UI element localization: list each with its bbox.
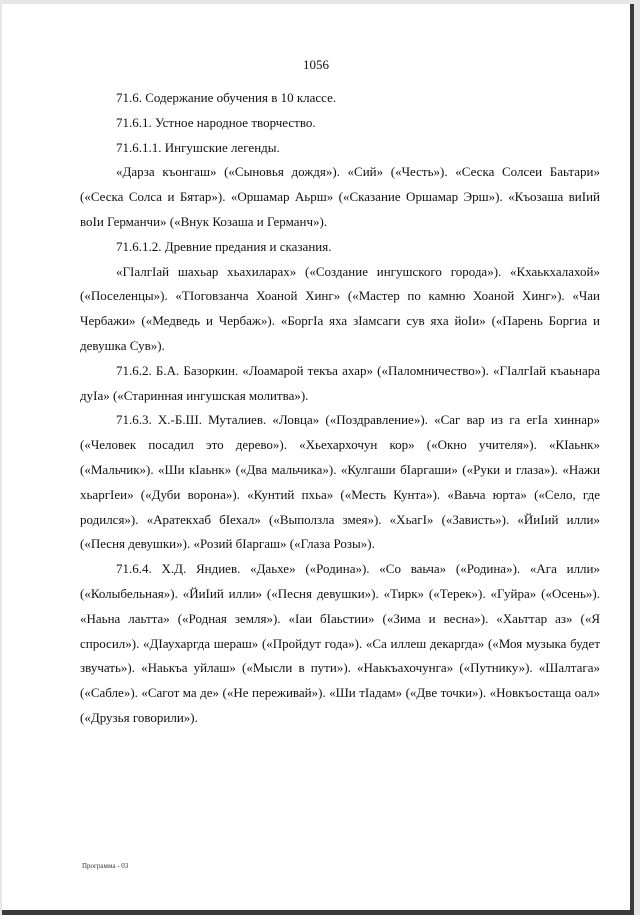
page-number: 1056 <box>303 57 329 72</box>
subsection-heading: 71.6.1.2. Древние предания и сказания. <box>116 238 332 254</box>
text-paragraph: 71.6.2. Б.А. Базоркин. «Лоамарой текъа ахар» («Паломничество»). «ГІалгІай къаьнара дуІа» («Старинная ингушская молитва»). <box>80 362 600 403</box>
document-page <box>2 4 634 915</box>
text-paragraph: «ГІалгІай шахьар хьахиларах» («Создание ингушского города»). «Кхаькхалахой» («Поселенцы»). «ТІоговзанча Хоаной Хинг» («Мастер по камню Хоаной Хинг»). «Чаи Чербажи» («Медведь и Чербаж»). «БоргІа яха зІамсаги сув яха йоІи» («Парень Боргиа и девушка Сув»). <box>80 263 600 353</box>
subsection-heading: 71.6.1. Устное народное творчество. <box>116 114 316 130</box>
section-heading: 71.6. Содержание обучения в 10 классе. <box>116 90 337 105</box>
text-paragraph: 71.6.4. Х.Д. Яндиев. «Даьхе» («Родина»). «Со ваьча» («Родина»). «Ага илли» («Колыбельная»). «ЙиІий илли» («Песня девушки»). «Тирк» («Терек»). «Гуйра» («Осень»). «Наьна лаьтта» («Родная земля»). «Іаи бІаьстии» («Зима и весна»). «Хаьттар аз» («Я спросил»). «ДІаухаргда шераш» («Пройдут года»). «Са иллеш декаргда» («Моя музыка будет звучать»). «Наькъа уйлаш» («Мысли в пути»). «Наькъахочунга» («Путнику»). «Шалтага» («Сабле»). «Сагот ма де» («Не переживай»). «Ши тІадам» («Две точки»). «Новкъостаща оал» («Друзья говорили»). <box>80 561 600 725</box>
text-paragraph: 71.6.3. Х.-Б.Ш. Муталиев. «Ловца» («Поздравление»). «Саг вар из га егІа хиннар» («Человек посадил это дерево»). «Хьехархочун кор» («Окно учителя»). «КІаьнк» («Мальчик»). «Ши кІаьнк» («Два мальчика»). «Кулгаши бІаргаши» («Руки и глаза»). «Нажи хьаргІеи» («Дуби ворона»). «Кунтий пхьа» («Месть Кунта»). «Ваьча юрта» («Село, где родился»). «Аратекхаб бІехал» («Выползла змея»). «ХьагІ» («Зависть»). «ЙиІий илли» («Песня девушки»). «Розий бІаргаш» («Глаза Розы»). <box>80 412 600 552</box>
page-footer: Программа - 03 <box>82 862 129 870</box>
text-paragraph: «Дарза къонгаш» («Сыновья дождя»). «Сий» («Честь»). «Сеска Солсеи Баьтари» («Сеска Солса и Бятар»). «Оршамар Аьрш» («Сказание Оршамар Эрш»). «Къозаша виІий воІи Германчи» («Внук Козаша и Германч»). <box>80 164 600 229</box>
subsection-heading: 71.6.1.1. Ингушские легенды. <box>116 139 280 155</box>
page-body <box>80 86 600 731</box>
